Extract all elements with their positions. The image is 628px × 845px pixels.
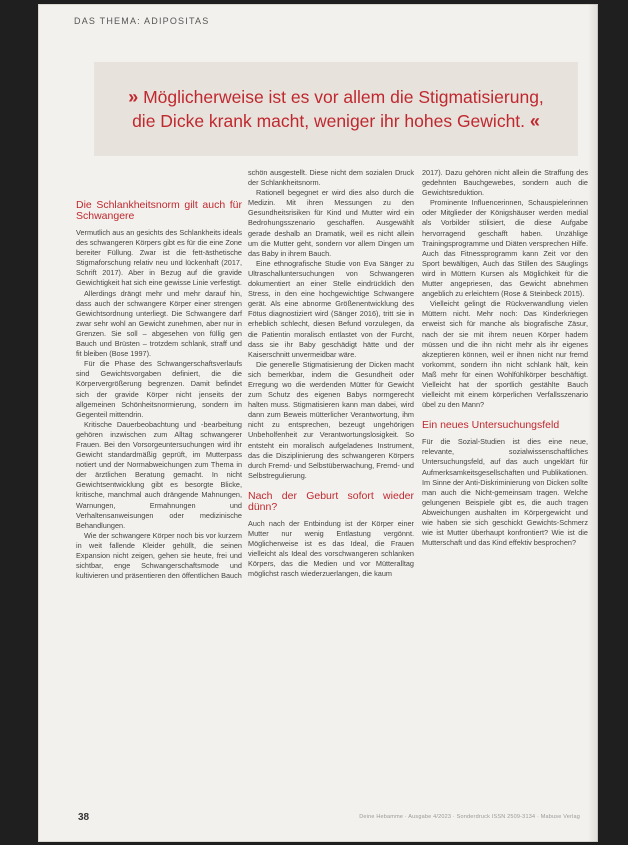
body-paragraph: Für die Sozial-Studien ist dies eine neue, relevante, sozialwissenschaftliches Untersuchungsfeld, auf das auch ungeklärt für Aufmerksamkeitsgesellschaften und Publikationen. Im Sinne der Anti-Diskriminierung von Dicken sollte man auch die Nicht-gemeinsam tragen. Welche gelungenen Beispiele gibt es, die auch tragen Abweichungen aushalten im Körpergewicht und wie haben sie sich geschickt Gewichts-Schmerz wie ist Mutter überhaupt konfrontiert? Wie ist die Mutterschaft und das Kind effektiv besprochen? bbox=[422, 437, 588, 548]
body-paragraph: Vermutlich aus an gesichts des Schlankheits ideals des schwangeren Körpers gibt es für die eine Zone bereiter Füllung. Zwar ist die fett-ästhetische Stigmaforschung relativ neu und lückenhaft (2017, Schrift 2017). Aber in Bezug auf die gravide Gewichtigkeit hat sich eine gewisse Linie verfestigt. bbox=[76, 228, 242, 288]
body-paragraph: Vielleicht gelingt die Rückverwandlung vielen Müttern nicht. Mehr noch: Das Kinderkriegen erweist sich für manche als biografische Zäsur, nach der sie mit ihrem neuen Körper hadern müssen und die ihn nicht mehr als ihr eigenes akzeptieren können, weil er ihnen nicht nur fremd vorkommt, sondern ihn nicht schlank hält, kein Maß mehr für einen Wohlfühlkörper beschäftigt. Vielleicht hat der sportlich gestählte Bauch vielleicht mit einem körperlichen Verfallsszenario übel zu den Mann? bbox=[422, 299, 588, 410]
body-paragraph: Eine ethnografische Studie von Eva Sänger zu Ultraschalluntersuchungen von Schwangeren dokumentiert an einer Stelle eindrücklich den Stress, in den eine hochgewichtige Schwangere gerät. Als eine abnorme Größenentwicklung des Fötus diagnostiziert wird (Sänger 2016), tritt sie in erheblich schlecht, diesen Befund vorzulegen, da die Patientin moralisch entlastet von der Furcht, dass sie ihr Baby geschädigt hätte und der Kaiserschnitt unvermeidbar wäre. bbox=[248, 258, 414, 359]
pull-quote-text: Möglicherweise ist es vor allem die Stigmatisierung, die Dicke krank macht, weniger ihr hohes Gewicht. bbox=[132, 87, 544, 131]
page-number: 38 bbox=[78, 812, 90, 823]
body-paragraph: Auch nach der Entbindung ist der Körper einer Mutter nur wenig Entlastung vergönnt. Möglicherweise ist es das Ideal, die Frauen vielleicht als Ideal des vorschwangeren schlanken Körpers, das die Medien und vor Mütteralltag möglichst rasch wiederzuerlangen, die kaum bbox=[248, 518, 414, 579]
quote-close-mark: « bbox=[529, 111, 540, 131]
quote-open-mark: » bbox=[128, 87, 139, 107]
body-paragraph: 2017). Dazu gehören nicht allein die Straffung des gedehnten Bauchgewebes, sondern auch die Gewichtsreduktion. bbox=[422, 168, 588, 198]
pull-quote bbox=[126, 85, 546, 133]
footer-credit: Deine Hebamme · Ausgabe 4/2023 · Sonderdruck ISSN 2509-3134 · Mabuse Verlag bbox=[359, 814, 580, 820]
pull-quote-box bbox=[94, 62, 578, 156]
body-paragraph: Rationell begegnet er wird dies also durch die Medizin. Mit ihren Messungen zu den Gesundheitsrisiken für Kind und Mutter wird ein Bedrohungsszenario geschaffen. Ausgewählt gerade deshalb an Dramatik, weil es nicht allein um die Mutter geht, sondern vor allem Dingen um das Baby in ihrem Bauch. bbox=[248, 188, 414, 258]
section-heading-schlankheitsnorm: Die Schlankheitsnorm gilt auch für Schwangere bbox=[76, 199, 242, 222]
body-paragraph: Wie der schwangere Körper noch bis vor kurzem in weit fallende Kleider gehüllt, die seinen Expansion nicht zeigen, gehen sie heute, frei und sichtbar, enge Schwangerschaftsmode und kultivieren und präsentieren den öffentlichen Bauch bbox=[76, 530, 242, 581]
page-fold-shadow bbox=[588, 4, 598, 842]
section-heading-untersuchungsfeld: Ein neues Untersuchungsfeld bbox=[422, 419, 560, 432]
running-head: DAS THEMA: ADIPOSITAS bbox=[74, 16, 210, 26]
magazine-page bbox=[38, 4, 598, 842]
section-heading-nach-der-geburt: Nach der Geburt sofort wieder dünn? bbox=[248, 489, 414, 513]
body-paragraph: Die generelle Stigmatisierung der Dicken macht sich bemerkbar, indem die Gesundheit oder Erregung wo die werdenden Mütter für Gewicht zum Schutz des eigenen Babys normgerecht halten muss. Stigmatisieren kann man dabei, wird dann zum Beweis mütterlicher Verantwortung, ihm nicht zu entsprechen, bezeugt ungehörigen Unbeholfenheit zur Verantwortungslosigkeit. So entsteht ein moralisch aufgeladenes Instrument, das die Disziplinierung des schwangeren Körpers durch Fremd- und Selbstüberwachung, Fremd- und Selbstregulierung. bbox=[248, 359, 414, 480]
body-paragraph: schön ausgestellt. Diese nicht dem sozialen Druck der Schlankheitsnorm. bbox=[248, 168, 414, 188]
text-column-2 bbox=[248, 168, 414, 579]
text-column-3 bbox=[422, 168, 588, 548]
text-column-1 bbox=[76, 200, 242, 581]
body-paragraph: Kritische Dauerbeobachtung und -bearbeitung gehören inzwischen zum Alltag schwangerer Frauen. Bei den Vorsorgeuntersuchungen wird ihr Gewicht standardmäßig geprüft, im Mutterpass notiert und der Normabweichungen zum Thema in der ärztlichen Beratung gemacht. In nicht Gewichtsentwicklung gibt es besorgte Blicke, kritische, manchmal auch drängende Mahnungen, Warnungen, Ermahnungen und Verhaltensanweisungen oder medizinische Behandlungen. bbox=[76, 419, 242, 530]
body-paragraph: Allerdings drängt mehr und mehr darauf hin, dass auch der schwangere Körper einer strengen Gewichtsordnung unterliegt. Die Schwangere darf zwar sehr wohl an Gewicht zunehmen, aber nur in Grenzen. Sie soll – abgesehen von füllig gen Bauch und Brüsten – trotzdem schlank, straff und fit bleiben (Bose 1997). bbox=[76, 288, 242, 359]
body-paragraph: Prominente Influencerinnen, Schauspielerinnen oder Mitglieder der Königshäuser werden medial als Vorbilder stilisiert, die diese Aufgabe hervorragend geschafft haben. Unzählige Trainingsprogramme und Diäten versprechen Hilfe. Auch das Fitnessprogramm kann Zeit vor den Sport bewältigen, Auch das Stillen des Säuglings wird in Müttern Kursen als Möglichkeit für die Mutter angepriesen, das Gewicht abnehmen angeblich zu erleichtern (Rose & Steinbeck 2015). bbox=[422, 198, 588, 299]
body-paragraph: Für die Phase des Schwangerschaftsverlaufs sind Gewichtsvorgaben definiert, die die Körpervergrößerung begrenzen. Damit befindet sich der gravide Körper nicht jenseits der allgemeinen Schönheitsnormierung, sondern im Gegenteil mittendrin. bbox=[76, 359, 242, 419]
